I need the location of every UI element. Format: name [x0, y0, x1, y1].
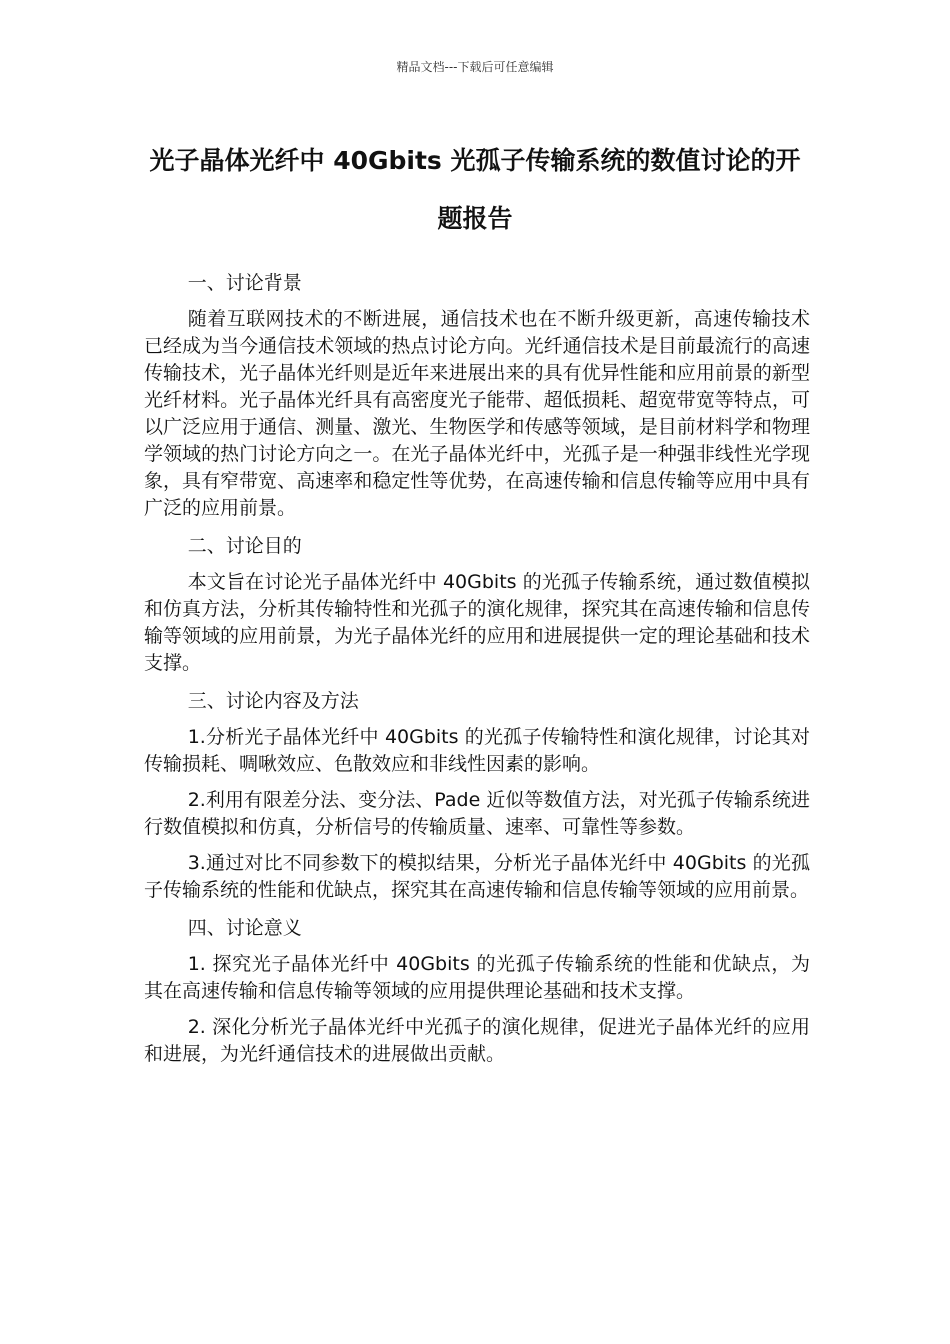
document-header-note: 精品文档---下载后可任意编辑 — [396, 60, 554, 74]
paragraph-content-item-1: 1.分析光子晶体光纤中 40Gbits 的光孤子传输特性和演化规律，讨论其对传输损耗、啁啾效应、色散效应和非线性因素的影响。 — [144, 726, 810, 775]
section-heading-background: 一、讨论背景 — [187, 272, 302, 294]
paragraph-content-item-3: 3.通过对比不同参数下的模拟结果，分析光子晶体光纤中 40Gbits 的光孤子传输系统的性能和优缺点，探究其在高速传输和信息传输等领域的应用前景。 — [144, 852, 810, 901]
paragraph-purpose: 本文旨在讨论光子晶体光纤中 40Gbits 的光孤子传输系统，通过数值模拟和仿真方法，分析其传输特性和光孤子的演化规律，探究其在高速传输和信息传输等领域的应用前景，为光子晶体光纤的应用和进展提供一定的理论基础和技术支撑。 — [144, 571, 810, 674]
paragraph-background: 随着互联网技术的不断进展，通信技术也在不断升级更新，高速传输技术已经成为当今通信技术领域的热点讨论方向。光纤通信技术是目前最流行的高速传输技术，光子晶体光纤则是近年来进展出来的具有优异性能和应用前景的新型光纤材料。光子晶体光纤具有高密度光子能带、超低损耗、超宽带宽等特点，可以广泛应用于通信、测量、激光、生物医学和传感等领域，是目前材料学和物理学领域的热门讨论方向之一。在光子晶体光纤中，光孤子是一种强非线性光学现象，具有窄带宽、高速率和稳定性等优势，在高速传输和信息传输等应用中具有广泛的应用前景。 — [144, 308, 810, 519]
section-heading-significance: 四、讨论意义 — [187, 917, 302, 939]
document-body — [144, 268, 810, 1077]
section-heading-content-methods: 三、讨论内容及方法 — [187, 690, 359, 712]
paragraph-significance-item-1: 1. 探究光子晶体光纤中 40Gbits 的光孤子传输系统的性能和优缺点，为其在高速传输和信息传输等领域的应用提供理论基础和技术支撑。 — [144, 953, 810, 1002]
section-heading-purpose: 二、讨论目的 — [187, 535, 302, 557]
document-title: 光子晶体光纤中 40Gbits 光孤子传输系统的数值讨论的开题报告 — [149, 146, 801, 233]
paragraph-content-item-2: 2.利用有限差分法、变分法、Pade 近似等数值方法，对光孤子传输系统进行数值模拟和仿真，分析信号的传输质量、速率、可靠性等参数。 — [144, 789, 810, 838]
paragraph-significance-item-2: 2. 深化分析光子晶体光纤中光孤子的演化规律，促进光子晶体光纤的应用和进展，为光纤通信技术的进展做出贡献。 — [144, 1016, 810, 1065]
